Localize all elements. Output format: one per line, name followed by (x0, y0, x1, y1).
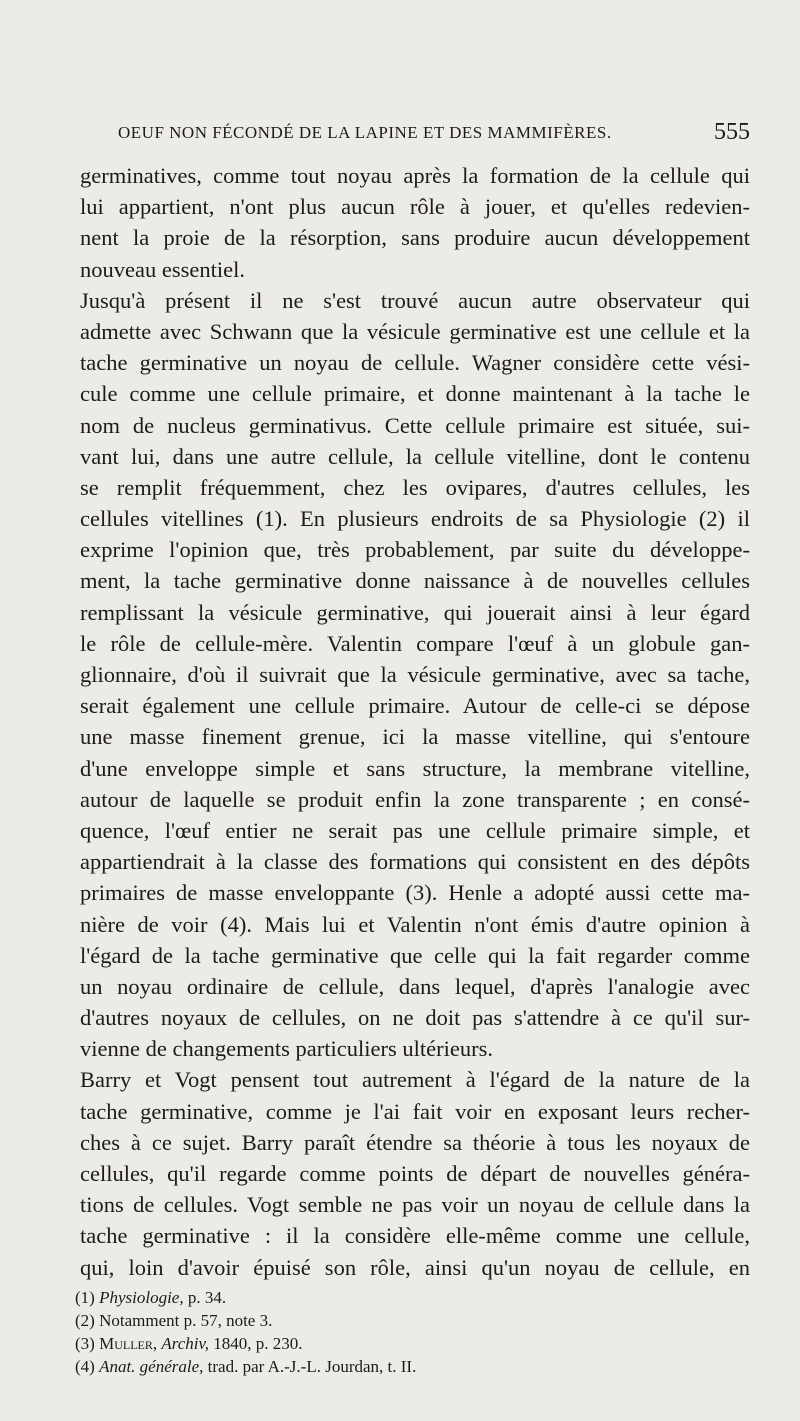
text-line: cellules, qu'il regarde comme points de départ de nouvelles généra- (80, 1161, 750, 1186)
text-line: appartiendrait à la classe des formations qui consistent en des dépôts (80, 849, 750, 875)
text-line: vienne de changements particuliers ultérieurs. (80, 1036, 493, 1062)
footnote (75, 1332, 575, 1355)
footnote-work: Physiologie, (99, 1288, 184, 1307)
text-line: qui, loin d'avoir épuisé son rôle, ainsi qu'un noyau de cellule, en (80, 1254, 750, 1280)
text-line: d'une enveloppe simple et sans structure, la membrane vitelline, (80, 755, 750, 781)
page-number: 555 (714, 119, 750, 145)
footnote-rest: p. 34. (183, 1288, 227, 1307)
footnotes (75, 1286, 575, 1378)
text-line: admette avec Schwann que la vésicule germinative est une cellule et la (80, 318, 750, 344)
text-line: une masse finement grenue, ici la masse vitelline, qui s'entoure (80, 724, 750, 750)
text-line: nouveau essentiel. (80, 256, 245, 282)
text-line: tache germinative : il la considère elle-même comme une cellule, (80, 1223, 750, 1249)
text-line: nière de voir (4). Mais lui et Valentin n'ont émis d'autre opinion à (80, 911, 750, 937)
text-line: le rôle de cellule-mère. Valentin compare l'œuf à un globule gan- (80, 630, 750, 656)
text-line: se remplit fréquemment, chez les ovipares, d'autres cellules, les (80, 474, 750, 500)
text-line: lui appartient, n'ont plus aucun rôle à jouer, et qu'elles redevien- (80, 194, 750, 220)
text-line: ment, la tache germinative donne naissance à de nouvelles cellules (80, 568, 750, 594)
text-line: primaires de masse enveloppante (3). Henle a adopté aussi cette ma- (80, 880, 750, 906)
text-line: tache germinative, comme je l'ai fait voir en exposant leurs recher- (80, 1098, 750, 1124)
footnote-rest: Notamment p. 57, note 3. (99, 1311, 273, 1330)
text-line: d'autres noyaux de cellules, on ne doit pas s'attendre à ce qu'il sur- (80, 1005, 750, 1031)
footnote-marker: (3) (75, 1334, 95, 1353)
body-text (80, 160, 750, 1283)
footnote-rest: trad. par A.-J.-L. Jourdan, t. II. (203, 1357, 417, 1376)
footnote (75, 1286, 575, 1309)
text-line: un noyau ordinaire de cellule, dans lequel, d'après l'analogie avec (80, 973, 750, 999)
text-line: nom de nucleus germinativus. Cette cellule primaire est située, sui- (80, 412, 750, 438)
footnote-author: Muller, (99, 1334, 158, 1353)
text-line: ches à ce sujet. Barry paraît étendre sa théorie à tous les noyaux de (80, 1129, 750, 1155)
text-line: cule comme une cellule primaire, et donne maintenant à la tache le (80, 381, 750, 407)
text-line: glionnaire, d'où il suivrait que la vésicule germinative, avec sa tache, (80, 662, 750, 687)
text-line: Jusqu'à présent il ne s'est trouvé aucun autre observateur qui (80, 287, 750, 313)
footnote (75, 1355, 575, 1378)
footnote-marker: (4) (75, 1357, 95, 1376)
text-line: l'égard de la tache germinative que celle qui la fait regarder comme (80, 942, 750, 968)
text-line: autour de laquelle se produit enfin la zone transparente ; en consé- (80, 786, 750, 812)
text-line: germinatives, comme tout noyau après la formation de la cellule qui (80, 163, 750, 188)
text-line: remplissant la vésicule germinative, qui jouerait ainsi à leur égard (80, 599, 750, 625)
running-title: OEUF NON FÉCONDÉ DE LA LAPINE ET DES MAMMIFÈRES. (118, 123, 612, 142)
footnote-marker: (2) (75, 1311, 95, 1330)
text-line: cellules vitellines (1). En plusieurs endroits de sa Physiologie (2) il (80, 506, 750, 532)
footnote-marker: (1) (75, 1288, 95, 1307)
text-line: exprime l'opinion que, très probablement, par suite du développe- (80, 537, 750, 563)
footnote (75, 1309, 575, 1332)
text-line: nent la proie de la résorption, sans produire aucun développement (80, 225, 750, 251)
footnote-work: Archiv, (161, 1334, 210, 1353)
running-header (118, 119, 750, 151)
text-line: vant lui, dans une autre cellule, la cellule vitelline, dont le contenu (80, 443, 750, 469)
text-line: serait également une cellule primaire. Autour de celle-ci se dépose (80, 693, 750, 719)
footnote-work: Anat. générale, (99, 1357, 204, 1376)
text-line: quence, l'œuf entier ne serait pas une cellule primaire simple, et (80, 817, 750, 843)
footnote-rest: 1840, p. 230. (209, 1334, 303, 1353)
text-line: Barry et Vogt pensent tout autrement à l'égard de la nature de la (80, 1067, 750, 1093)
text-line: tions de cellules. Vogt semble ne pas voir un noyau de cellule dans la (80, 1192, 750, 1218)
text-line: tache germinative un noyau de cellule. Wagner considère cette vési- (80, 350, 750, 376)
